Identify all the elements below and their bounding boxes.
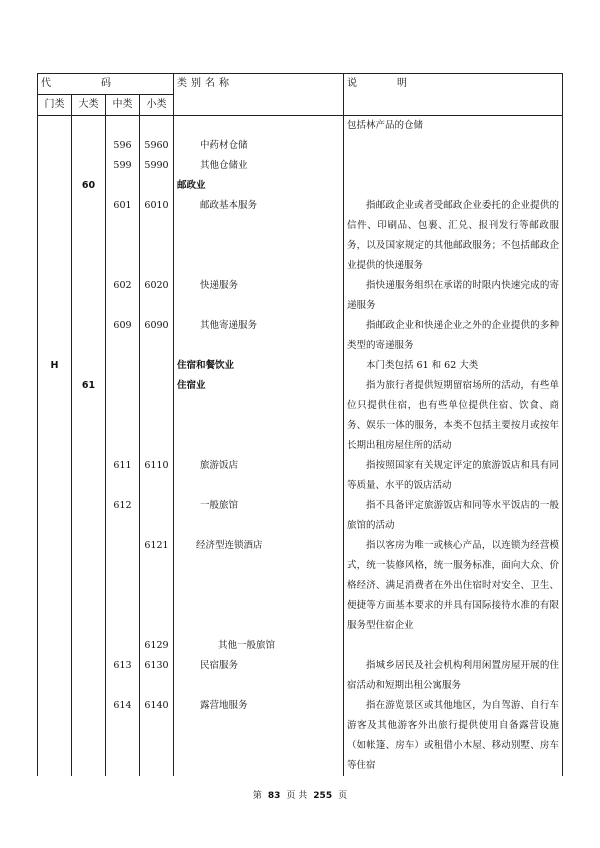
category-name: 经济型连锁酒店	[174, 536, 344, 636]
group-code	[106, 116, 140, 137]
table-row	[38, 636, 563, 656]
table-row	[38, 116, 563, 137]
category-description	[344, 636, 563, 656]
category-name: 住宿业	[174, 376, 344, 456]
division-code	[72, 456, 106, 496]
section-code	[38, 276, 72, 316]
class-code: 6130	[140, 656, 174, 696]
table-row	[38, 176, 563, 196]
division-code	[72, 656, 106, 696]
category-description: 指快递服务组织在承诺的时限内快速完成的寄递服务	[344, 276, 563, 316]
category-name: 其他寄递服务	[174, 316, 344, 356]
group-code: 611	[106, 456, 140, 496]
group-code: 609	[106, 316, 140, 356]
classification-table	[37, 73, 563, 776]
group-code	[106, 536, 140, 636]
class-code: 5960	[140, 136, 174, 156]
group-code	[106, 636, 140, 656]
division-code	[72, 356, 106, 376]
division-code	[72, 636, 106, 656]
class-code	[140, 496, 174, 536]
section-code	[38, 376, 72, 456]
section-code	[38, 696, 72, 776]
category-name	[174, 116, 344, 137]
group-code: 602	[106, 276, 140, 316]
table-row	[38, 356, 563, 376]
category-description: 指在游览景区或其他地区，为自驾游、自行车游客及其他游客外出旅行提供使用自备露营设施（如帐篷、房车）或租借小木屋、移动别墅、房车等住宿	[344, 696, 563, 776]
division-code	[72, 276, 106, 316]
category-name: 其他仓储业	[174, 156, 344, 176]
page-number: 83	[267, 791, 281, 801]
section-code	[38, 176, 72, 196]
section-code	[38, 316, 72, 356]
section-header: 门类	[38, 95, 72, 116]
category-description: 指为旅行者提供短期留宿场所的活动，有些单位只提供住宿，也有些单位提供住宿、饮食、商务、娱乐一体的服务，本类不包括主要按月或按年长期出租房屋住所的活动	[344, 376, 563, 456]
section-code	[38, 196, 72, 276]
section-code	[38, 456, 72, 496]
division-code	[72, 536, 106, 636]
group-code: 612	[106, 496, 140, 536]
category-name: 一般旅馆	[174, 496, 344, 536]
class-header: 小类	[140, 95, 174, 116]
class-code	[140, 376, 174, 456]
division-code	[72, 116, 106, 137]
section-code	[38, 496, 72, 536]
class-code: 6129	[140, 636, 174, 656]
division-code: 61	[72, 376, 106, 456]
class-code: 6010	[140, 196, 174, 276]
class-code: 6140	[140, 696, 174, 776]
table-row	[38, 456, 563, 496]
category-name: 邮政业	[174, 176, 344, 196]
group-code	[106, 376, 140, 456]
group-header: 中类	[106, 95, 140, 116]
category-name: 住宿和餐饮业	[174, 356, 344, 376]
section-code: H	[38, 356, 72, 376]
division-code	[72, 136, 106, 156]
group-code: 599	[106, 156, 140, 176]
section-code	[38, 656, 72, 696]
class-code: 6020	[140, 276, 174, 316]
table-row	[38, 276, 563, 316]
group-code: 614	[106, 696, 140, 776]
category-description: 指邮政企业和快递企业之外的企业提供的多种类型的寄递服务	[344, 316, 563, 356]
division-header: 大类	[72, 95, 106, 116]
category-name-header: 类别名称	[174, 74, 344, 116]
category-name: 露营地服务	[174, 696, 344, 776]
category-description	[344, 156, 563, 176]
division-code	[72, 156, 106, 176]
table-row	[38, 696, 563, 776]
table-row	[38, 376, 563, 456]
category-name: 旅游饭店	[174, 456, 344, 496]
page-total: 255	[313, 791, 333, 801]
section-code	[38, 136, 72, 156]
category-description: 指邮政企业或者受邮政企业委托的企业提供的信件、印刷品、包裹、汇兑、报刊发行等邮政服务，以及国家规定的其他邮政服务；不包括邮政企业提供的快递服务	[344, 196, 563, 276]
group-code: 613	[106, 656, 140, 696]
class-code: 6121	[140, 536, 174, 636]
section-code	[38, 536, 72, 636]
category-description: 包括林产品的仓储	[344, 116, 563, 137]
category-name: 民宿服务	[174, 656, 344, 696]
group-code	[106, 356, 140, 376]
category-description: 指按照国家有关规定评定的旅游饭店和具有同等质量、水平的饭店活动	[344, 456, 563, 496]
category-description	[344, 136, 563, 156]
division-code	[72, 316, 106, 356]
category-description: 指城乡居民及社会机构利用闲置房屋开展的住宿活动和短期出租公寓服务	[344, 656, 563, 696]
table-header	[38, 74, 563, 116]
category-description: 本门类包括 61 和 62 大类	[344, 356, 563, 376]
page-footer: 第 83 页 共 255 页	[252, 791, 348, 801]
category-name: 中药材仓储	[174, 136, 344, 156]
class-code	[140, 176, 174, 196]
category-name: 其他一般旅馆	[174, 636, 344, 656]
section-code	[38, 636, 72, 656]
category-description	[344, 176, 563, 196]
class-code: 5990	[140, 156, 174, 176]
table-row	[38, 136, 563, 156]
group-code: 596	[106, 136, 140, 156]
division-code: 60	[72, 176, 106, 196]
section-code	[38, 156, 72, 176]
group-code: 601	[106, 196, 140, 276]
category-description: 指以客房为唯一或核心产品，以连锁为经营模式，统一装修风格，统一服务标准，面向大众、价格经济、满足消费者在外出住宿时对安全、卫生、便捷等方面基本要求的并具有国际接待水准的有限服务型住宿企业	[344, 536, 563, 636]
table-row	[38, 536, 563, 636]
class-code: 6090	[140, 316, 174, 356]
group-code	[106, 176, 140, 196]
class-code	[140, 356, 174, 376]
division-code	[72, 196, 106, 276]
division-code	[72, 696, 106, 776]
description-header: 说 明	[344, 74, 563, 116]
class-code: 6110	[140, 456, 174, 496]
category-name: 邮政基本服务	[174, 196, 344, 276]
table-row	[38, 156, 563, 176]
table-row	[38, 496, 563, 536]
table-body	[38, 116, 563, 777]
division-code	[72, 496, 106, 536]
table-row	[38, 656, 563, 696]
class-code	[140, 116, 174, 137]
category-description: 指不具备评定旅游饭店和同等水平饭店的一般旅馆的活动	[344, 496, 563, 536]
table-row	[38, 316, 563, 356]
section-code	[38, 116, 72, 137]
code-header: 代 码	[38, 74, 174, 95]
table-row	[38, 196, 563, 276]
category-name: 快递服务	[174, 276, 344, 316]
